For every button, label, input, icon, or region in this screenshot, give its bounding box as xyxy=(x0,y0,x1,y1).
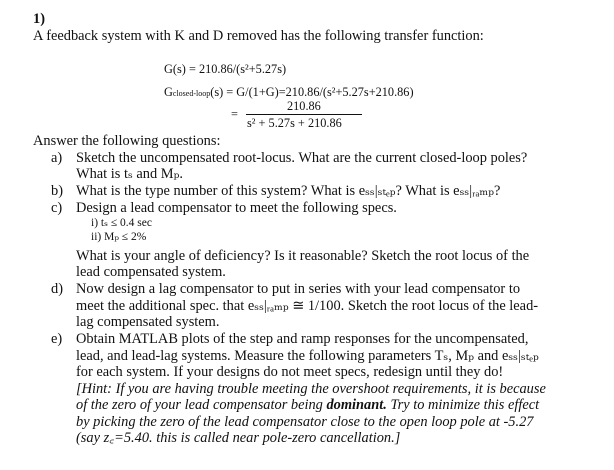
g-lhs: G(s) xyxy=(164,62,186,76)
fraction-denominator: s² + 5.27s + 210.86 xyxy=(247,116,342,130)
hint-line4: (say z꜀=5.40. this is called near pole-zero cancellation.] xyxy=(76,430,401,446)
hint-line2 xyxy=(76,397,539,414)
gcl-subscript: closed-loop xyxy=(172,89,211,98)
question-a-label: a) xyxy=(51,150,63,166)
fraction-numerator: 210.86 xyxy=(287,99,321,113)
question-c-spec2: ii) Mₚ ≤ 2% xyxy=(91,231,147,243)
questions-heading: Answer the following questions: xyxy=(33,133,221,149)
question-e-line2: lead, and lead-lag systems. Measure the following parameters Tₛ, Mₚ and eₛₛ|ₛₜₑₚ xyxy=(76,348,539,364)
fraction-bar xyxy=(246,114,362,115)
problem-number: 1) xyxy=(33,11,45,27)
gcl-lhs: G xyxy=(164,85,173,99)
question-c-label: c) xyxy=(51,200,63,216)
hint-line1: [Hint: If you are having trouble meeting the overshoot requirements, it is because xyxy=(76,381,546,397)
question-b-label: b) xyxy=(51,183,63,199)
question-e-label: e) xyxy=(51,331,63,347)
g-rhs: = 210.86/(s²+5.27s) xyxy=(188,62,287,76)
problem-intro: A feedback system with K and D removed has the following transfer function: xyxy=(33,28,484,44)
question-d-label: d) xyxy=(51,281,63,297)
question-c-line3: lead compensated system. xyxy=(76,264,226,280)
question-c-spec1: i) tₛ ≤ 0.4 sec xyxy=(91,217,152,229)
hint-line2-a: of the zero of your lead compensator being xyxy=(76,397,327,413)
question-c-line1: Design a lead compensator to meet the following specs. xyxy=(76,200,397,216)
question-a-line2: What is tₛ and Mₚ. xyxy=(76,166,183,182)
question-c-line2: What is your angle of deficiency? Is it reasonable? Sketch the root locus of the xyxy=(76,248,530,264)
fraction-equals: = xyxy=(231,107,238,121)
question-e-line3: for each system. If your designs do not meet specs, redesign until they do! xyxy=(76,364,504,380)
hint-line3: by picking the zero of the lead compensator close to the open loop pole at -5.27 xyxy=(76,414,534,430)
question-b-line1: What is the type number of this system? What is eₛₛ|ₛₜₑₚ? What is eₛₛ|ᵣₐₘₚ? xyxy=(76,183,501,199)
question-a-line1: Sketch the uncompensated root-locus. What are the current closed-loop poles? xyxy=(76,150,528,166)
question-d-line1: Now design a lag compensator to put in series with your lead compensator to xyxy=(76,281,521,297)
question-d-line2: meet the additional spec. that eₛₛ|ᵣₐₘₚ ≅ 1/100. Sketch the root locus of the lead- xyxy=(76,298,539,314)
hint-line2-c: Try to minimize this effect xyxy=(386,397,540,413)
hint-line2-dominant: dominant. xyxy=(326,397,387,413)
gcl-rhs: (s) = G/(1+G)=210.86/(s²+5.27s+210.86) xyxy=(210,85,414,99)
question-d-line3: lag compensated system. xyxy=(76,314,220,330)
equation-open-loop xyxy=(164,62,286,76)
question-e-line1: Obtain MATLAB plots of the step and ramp responses for the uncompensated, xyxy=(76,331,529,347)
